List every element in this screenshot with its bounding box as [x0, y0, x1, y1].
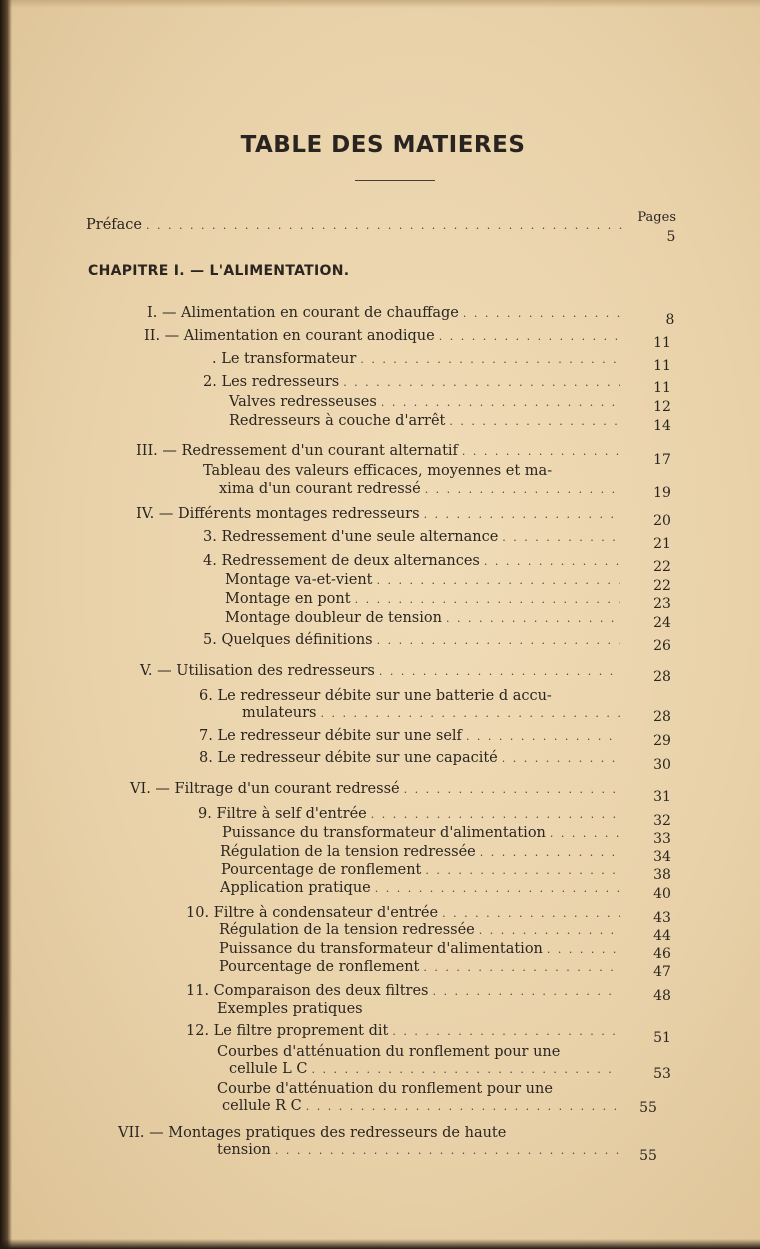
- toc-entry: [222, 824, 624, 842]
- toc-page-number: 12: [653, 399, 671, 415]
- leader-dots: [424, 506, 620, 524]
- toc-page-number: 23: [653, 596, 671, 612]
- leader-dots: [484, 553, 620, 571]
- toc-entry-label: 10. Filtre à condensateur d'entrée: [186, 905, 439, 921]
- leader-dots: [360, 351, 620, 369]
- toc-entry: [203, 552, 624, 570]
- toc-entry: [229, 393, 624, 411]
- toc-entry-label: Redresseurs à couche d'arrêt: [229, 413, 446, 429]
- toc-page-number: 46: [653, 946, 671, 962]
- toc-entry-label: . Le transformateur: [212, 351, 357, 367]
- page-left-shadow: [0, 0, 12, 1249]
- toc-entry-preface: [86, 216, 626, 234]
- toc-page-number: 17: [653, 452, 671, 468]
- toc-page-number: 44: [653, 928, 671, 944]
- toc-entry-label: 4. Redressement de deux alternances: [203, 553, 480, 569]
- toc-entry-label: VI. — Filtrage d'un courant redressé: [130, 781, 400, 797]
- toc-entry-label: Pourcentage de ronflement: [219, 959, 420, 975]
- leader-dots: [376, 572, 620, 590]
- toc-entry-label: 12. Le filtre proprement dit: [186, 1023, 389, 1039]
- toc-entry-label: I. — Alimentation en courant de chauffage: [147, 305, 459, 321]
- toc-page-number: 11: [653, 335, 671, 351]
- toc-entry-label: 7. Le redresseur débite sur une self: [199, 728, 462, 744]
- toc-entry-continued: Courbes d'atténuation du ronflement pour une: [217, 1044, 561, 1060]
- leader-dots: [321, 705, 621, 723]
- toc-page-number: 38: [653, 867, 671, 883]
- toc-entry-label: Montage va-et-vient: [225, 572, 373, 588]
- toc-page-number: 40: [653, 886, 671, 902]
- toc-entry-label: V. — Utilisation des redresseurs: [140, 663, 375, 679]
- leader-dots: [462, 443, 620, 461]
- toc-entry: [212, 350, 624, 368]
- toc-entry: [186, 982, 624, 1000]
- leader-dots: [463, 305, 623, 323]
- leader-dots: [311, 1061, 620, 1079]
- toc-entry-label: cellule L C: [229, 1061, 308, 1077]
- toc-entry: [186, 1022, 624, 1040]
- toc-page-number: 48: [653, 988, 671, 1004]
- toc-entry-label: Puissance du transformateur d'alimentation: [222, 825, 546, 841]
- toc-entry: [219, 921, 624, 939]
- toc-page-number: 30: [653, 757, 671, 773]
- toc-entry: [186, 904, 624, 922]
- toc-entry-label: III. — Redressement d'un courant alternatif: [136, 443, 458, 459]
- toc-page-number: 43: [653, 910, 671, 926]
- toc-entry: [140, 662, 624, 680]
- toc-entry-label: Puissance du transformateur d'alimentation: [219, 941, 543, 957]
- leader-dots: [433, 983, 621, 1001]
- page-bottom-shadow: [0, 1239, 760, 1249]
- leader-dots: [381, 394, 620, 412]
- toc-page-number: 5: [666, 229, 676, 245]
- toc-entry-label: cellule R C: [222, 1098, 302, 1114]
- toc-entry: [219, 940, 624, 958]
- leader-dots: [306, 1098, 620, 1116]
- toc-page-number: 28: [653, 709, 671, 725]
- leader-dots: [425, 862, 620, 880]
- toc-entry: [229, 412, 624, 430]
- toc-page-number: 19: [653, 485, 671, 501]
- toc-entry: [203, 631, 624, 649]
- toc-entry-label: 9. Filtre à self d'entrée: [198, 806, 367, 822]
- leader-dots: [371, 806, 620, 824]
- leader-dots: [275, 1142, 620, 1160]
- toc-entry-label: xima d'un courant redressé: [219, 481, 421, 497]
- toc-entry: [203, 373, 624, 391]
- toc-entry: [199, 749, 624, 767]
- toc-page-number: 55: [639, 1100, 657, 1116]
- leader-dots: [392, 1023, 620, 1041]
- leader-dots: [502, 750, 620, 768]
- toc-entry-label: Montage doubleur de tension: [225, 610, 442, 626]
- toc-page-number: 34: [653, 849, 671, 865]
- toc-entry-label: IV. — Différents montages redresseurs: [136, 506, 420, 522]
- toc-entry: [222, 1097, 624, 1115]
- toc-entry: [136, 505, 624, 523]
- toc-page-number: 53: [653, 1066, 671, 1082]
- toc-page-number: 33: [653, 831, 671, 847]
- toc-page-number: 22: [653, 578, 671, 594]
- toc-entry: [130, 780, 624, 798]
- toc-entry: [198, 805, 624, 823]
- toc-entry-continued: Courbe d'atténuation du ronflement pour une: [217, 1081, 553, 1097]
- toc-page-number: 31: [653, 789, 671, 805]
- toc-page-number: 11: [653, 380, 671, 396]
- toc-entry-label: Régulation de la tension redressée: [219, 922, 475, 938]
- toc-entry: [147, 304, 627, 322]
- toc-entry: [217, 1141, 624, 1159]
- toc-entry: [225, 609, 624, 627]
- leader-dots: [502, 529, 620, 547]
- toc-entry: [220, 843, 624, 861]
- page-title: TABLE DES MATIERES: [240, 132, 526, 158]
- leader-dots: [480, 844, 620, 862]
- toc-page-number: 24: [653, 615, 671, 631]
- leader-dots: [343, 374, 620, 392]
- toc-entry-continued: VII. — Montages pratiques des redresseurs de haute: [118, 1125, 507, 1141]
- toc-page-number: 8: [665, 312, 675, 328]
- toc-page-number: 26: [653, 638, 671, 654]
- leader-dots: [550, 825, 620, 843]
- leader-dots: [377, 632, 620, 650]
- toc-entry-label: Montage en pont: [225, 591, 351, 607]
- pages-column-header: Pages: [637, 210, 676, 225]
- toc-entry: [220, 879, 624, 897]
- toc-entry-label: Pourcentage de ronflement: [221, 862, 422, 878]
- toc-entry: [225, 571, 624, 589]
- leader-dots: [547, 941, 620, 959]
- toc-entry-label: 8. Le redresseur débite sur une capacité: [199, 750, 498, 766]
- toc-entry: [136, 442, 624, 460]
- toc-page-number: 21: [653, 536, 671, 552]
- leader-dots: [355, 591, 620, 609]
- leader-dots: [449, 413, 620, 431]
- leader-dots: [404, 781, 620, 799]
- leader-dots: [425, 481, 620, 499]
- toc-entry-continued: Tableau des valeurs efficaces, moyennes et ma-: [203, 463, 553, 479]
- leader-dots: [446, 610, 620, 628]
- toc-entry: [225, 590, 624, 608]
- toc-entry: [219, 958, 624, 976]
- toc-page-number: 20: [653, 513, 671, 529]
- toc-entry: [242, 704, 624, 722]
- toc-page-number: 55: [639, 1148, 657, 1164]
- toc-entry: [203, 528, 624, 546]
- toc-entry: [221, 861, 624, 879]
- leader-dots: [439, 328, 620, 346]
- toc-entry: [199, 727, 624, 745]
- toc-entry: [219, 480, 624, 498]
- leader-dots: [379, 663, 620, 681]
- toc-entry-label: II. — Alimentation en courant anodique: [144, 328, 435, 344]
- toc-page-number: 22: [653, 559, 671, 575]
- chapter-heading: CHAPITRE I. — L'ALIMENTATION.: [88, 263, 350, 279]
- toc-entry-label: 5. Quelques définitions: [203, 632, 373, 648]
- toc-entry-label: Valves redresseuses: [229, 394, 377, 410]
- toc-page-number: 51: [653, 1030, 671, 1046]
- toc-page-number: 14: [653, 418, 671, 434]
- leader-dots: [423, 959, 620, 977]
- toc-entry-label: Application pratique: [220, 880, 371, 896]
- toc-entry-label: Régulation de la tension redressée: [220, 844, 476, 860]
- leader-dots: [375, 880, 620, 898]
- toc-page-number: 47: [653, 964, 671, 980]
- toc-entry-label: mulateurs: [242, 705, 317, 721]
- toc-page-number: 29: [653, 733, 671, 749]
- toc-entry-label: Préface: [86, 217, 142, 233]
- toc-entry-label: 2. Les redresseurs: [203, 374, 340, 390]
- toc-entry-continued: 6. Le redresseur débite sur une batterie d accu-: [199, 688, 552, 704]
- toc-page-number: 11: [653, 358, 671, 374]
- leader-dots: [479, 922, 620, 940]
- title-underline: [355, 180, 435, 181]
- leader-dots: [146, 217, 622, 235]
- toc-entry: [144, 327, 624, 345]
- page-top-shadow: [0, 0, 760, 8]
- toc-entry-continued: Exemples pratiques: [217, 1001, 363, 1017]
- toc-page-number: 28: [653, 669, 671, 685]
- toc-entry-label: tension: [217, 1142, 271, 1158]
- toc-entry-label: 11. Comparaison des deux filtres: [186, 983, 429, 999]
- toc-page-number: 32: [653, 813, 671, 829]
- toc-entry: [229, 1060, 624, 1078]
- toc-entry-label: 3. Redressement d'une seule alternance: [203, 529, 499, 545]
- leader-dots: [466, 728, 620, 746]
